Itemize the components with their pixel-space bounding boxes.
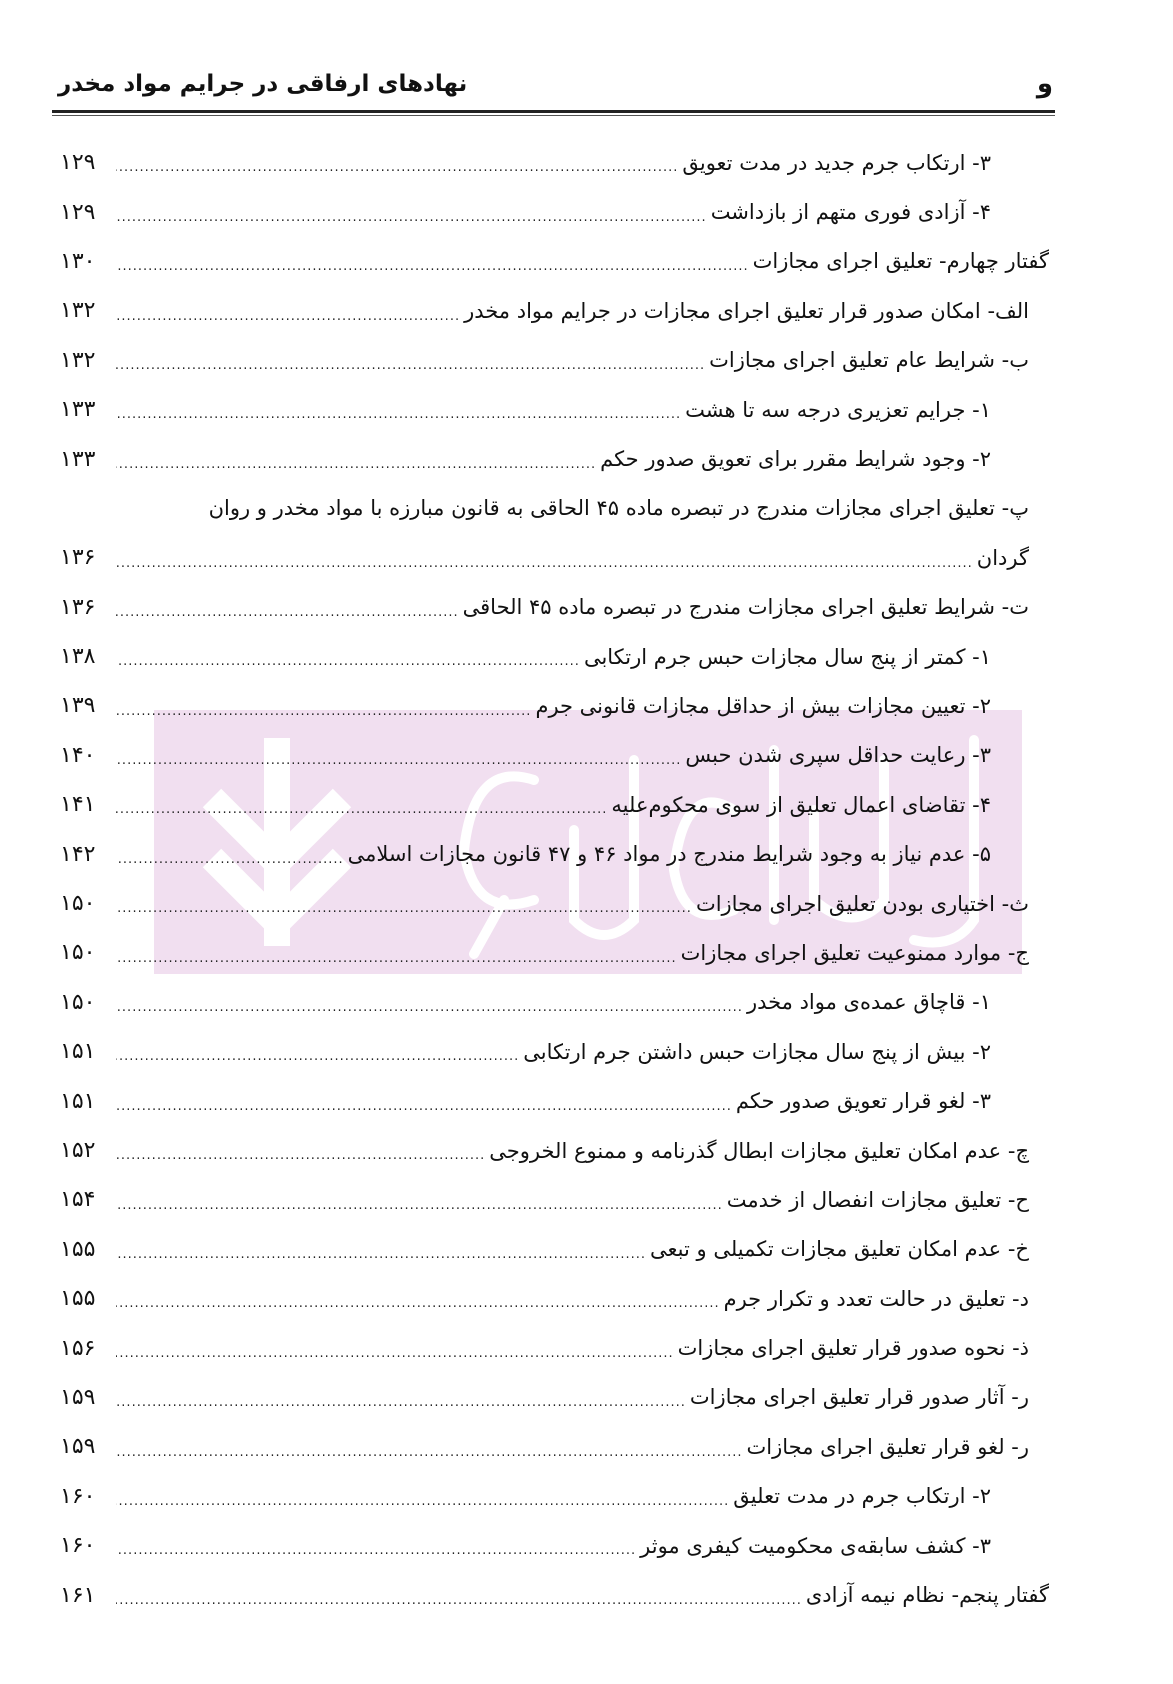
dot-leader: [116, 753, 681, 780]
toc-entry-page: ۱۶۰: [60, 1483, 96, 1509]
toc-entry-title: ۲- بیش از پنج سال مجازات حبس داشتن جرم ارتکابی: [523, 1039, 991, 1064]
dot-leader: [116, 309, 460, 336]
dot-leader: [116, 852, 344, 879]
dot-leader: [116, 951, 677, 978]
dot-leader: [116, 1593, 802, 1620]
toc-entry-page: ۱۵۶: [60, 1335, 96, 1361]
toc-entry[interactable]: [60, 1175, 1049, 1224]
toc-entry-title: ۳- کشف سابقه‌ی محکومیت کیفری موثر: [640, 1533, 991, 1558]
toc-entry-page: ۱۳۹: [60, 693, 96, 719]
toc-entry-title: ر- لغو قرار تعلیق اجرای مجازات: [746, 1434, 1029, 1459]
page-header: [58, 62, 1053, 106]
toc-entry[interactable]: [60, 632, 1049, 681]
toc-entry-title: گفتار پنجم- نظام نیمه آزادی: [805, 1583, 1049, 1608]
toc-entry[interactable]: [60, 928, 1049, 977]
toc-entry-page: ۱۶۱: [60, 1582, 96, 1608]
toc-entry[interactable]: [60, 1422, 1049, 1471]
toc-entry-page: ۱۵۹: [60, 1384, 96, 1410]
dot-leader: [116, 1198, 723, 1225]
dot-leader: [116, 654, 580, 681]
toc-entry-title: ۲- تعیین مجازات بیش از حداقل مجازات قانونی جرم: [535, 693, 991, 718]
toc-entry-title: ث- اختیاری بودن تعلیق اجرای مجازات: [695, 891, 1029, 916]
toc-entry-page: ۱۵۱: [60, 1088, 96, 1114]
page-number: و: [1036, 69, 1053, 99]
toc-entry[interactable]: [60, 681, 1049, 730]
toc-entry[interactable]: [60, 187, 1049, 236]
dot-leader: [116, 1395, 686, 1422]
toc-entry-page: ۱۳۲: [60, 347, 96, 373]
dot-leader: [116, 1543, 636, 1570]
toc-entry-title: ۲- وجود شرایط مقرر برای تعویق صدور حکم: [600, 447, 991, 472]
toc-entry-page: ۱۳۶: [60, 594, 96, 620]
toc-entry[interactable]: [60, 731, 1049, 780]
toc-entry-page: ۱۴۰: [60, 742, 96, 768]
header-divider: [52, 110, 1055, 113]
toc-entry-page: ۱۵۰: [60, 891, 96, 917]
toc-entry-page: ۱۵۵: [60, 1286, 96, 1312]
toc-entry[interactable]: [60, 385, 1049, 434]
toc-entry[interactable]: [60, 1027, 1049, 1076]
dot-leader: [116, 1296, 720, 1323]
toc-entry-page: ۱۳۳: [60, 397, 96, 423]
toc-entry-title: ت- شرایط تعلیق اجرای مجازات مندرج در تبصره ماده ۴۵ الحاقی: [462, 595, 1029, 620]
dot-leader: [116, 457, 596, 484]
toc-entry-title-line1: پ- تعلیق اجرای مجازات مندرج در تبصره ماده ۴۵ الحاقی به قانون مبارزه با مواد مخدر و روان: [208, 496, 1029, 521]
toc-entry[interactable]: [60, 1570, 1049, 1619]
toc-entry-title: ۳- لغو قرار تعویق صدور حکم: [735, 1089, 991, 1114]
dot-leader: [116, 210, 707, 237]
toc-entry-page: ۱۳۰: [60, 248, 96, 274]
dot-leader: [116, 1445, 743, 1472]
toc-entry[interactable]: [60, 1225, 1049, 1274]
table-of-contents: [60, 138, 1049, 1620]
dot-leader: [116, 704, 531, 731]
toc-entry-page: ۱۲۹: [60, 199, 96, 225]
toc-entry[interactable]: [60, 434, 1049, 483]
dot-leader: [116, 1049, 519, 1076]
toc-entry-page: ۱۴۲: [60, 841, 96, 867]
toc-entry-page: ۱۵۰: [60, 940, 96, 966]
dot-leader: [116, 160, 678, 187]
toc-entry-title: ۱- کمتر از پنج سال مجازات حبس جرم ارتکابی: [583, 644, 991, 669]
toc-entry-page: ۱۳۲: [60, 298, 96, 324]
dot-leader: [116, 1000, 743, 1027]
toc-entry[interactable]: [60, 533, 1049, 582]
dot-leader: [116, 358, 705, 385]
toc-entry-title: ح- تعلیق مجازات انفصال از خدمت: [726, 1187, 1029, 1212]
running-title: نهادهای ارفاقی در جرایم مواد مخدر: [58, 71, 468, 97]
toc-entry[interactable]: [60, 1323, 1049, 1372]
toc-entry-title: ۴- آزادی فوری متهم از بازداشت: [710, 200, 991, 225]
toc-entry-title: ۴- تقاضای اعمال تعلیق از سوی محکوم‌علیه: [611, 792, 991, 817]
toc-entry-page: ۱۵۲: [60, 1138, 96, 1163]
dot-leader: [116, 901, 692, 928]
toc-entry-title: گردان: [976, 545, 1029, 570]
toc-entry-title: ۱- جرایم تعزیری درجه سه تا هشت: [685, 397, 991, 422]
toc-entry[interactable]: [60, 1274, 1049, 1323]
toc-entry[interactable]: [60, 879, 1049, 928]
toc-entry[interactable]: [60, 336, 1049, 385]
toc-entry[interactable]: [60, 829, 1049, 878]
toc-entry[interactable]: [60, 1472, 1049, 1521]
toc-entry-title: خ- عدم امکان تعلیق مجازات تکمیلی و تبعی: [650, 1237, 1029, 1262]
toc-entry[interactable]: [60, 1521, 1049, 1570]
toc-entry[interactable]: [60, 780, 1049, 829]
toc-entry-title: چ- عدم امکان تعلیق مجازات ابطال گذرنامه و ممنوع الخروجی: [489, 1138, 1029, 1163]
toc-entry[interactable]: [60, 1126, 1049, 1175]
dot-leader: [116, 1247, 646, 1274]
toc-entry-title: ۵- عدم نیاز به وجود شرایط مندرج در مواد ۴۶ و ۴۷ قانون مجازات اسلامی: [347, 842, 991, 867]
dot-leader: [116, 556, 973, 583]
toc-entry-page: ۱۵۵: [60, 1236, 96, 1262]
toc-entry-title: ۱- قاچاق عمده‌ی مواد مخدر: [746, 990, 991, 1015]
dot-leader: [116, 407, 681, 434]
toc-entry[interactable]: [60, 138, 1049, 187]
toc-entry-page: ۱۵۹: [60, 1434, 96, 1460]
toc-entry-page: ۱۵۱: [60, 1039, 96, 1065]
toc-entry-page: ۱۳۳: [60, 446, 96, 472]
toc-entry-title: د- تعلیق در حالت تعدد و تکرار جرم: [723, 1286, 1029, 1311]
toc-entry-page: ۱۲۹: [60, 150, 96, 176]
toc-entry[interactable]: [60, 237, 1049, 286]
toc-entry-title: ج- موارد ممنوعیت تعلیق اجرای مجازات: [680, 940, 1029, 965]
toc-entry-title: ذ- نحوه صدور قرار تعلیق اجرای مجازات: [677, 1336, 1029, 1361]
toc-entry-page: ۱۳۸: [60, 644, 96, 670]
toc-entry-page: ۱۵۴: [60, 1187, 96, 1213]
dot-leader: [116, 802, 607, 829]
toc-entry[interactable]: [60, 978, 1049, 1027]
dot-leader: [116, 1346, 674, 1373]
toc-entry-page: ۱۴۱: [60, 792, 96, 818]
toc-entry[interactable]: [60, 1373, 1049, 1422]
toc-entry[interactable]: [60, 583, 1049, 632]
toc-entry[interactable]: [60, 1076, 1049, 1125]
toc-entry-title: ۳- ارتکاب جرم جدید در مدت تعویق: [682, 150, 991, 175]
dot-leader: [116, 259, 749, 286]
dot-leader: [116, 605, 459, 632]
toc-entry-page: ۱۵۰: [60, 989, 96, 1015]
toc-entry-title: ۲- ارتکاب جرم در مدت تعلیق: [733, 1484, 991, 1509]
dot-leader: [116, 1099, 732, 1126]
toc-entry-page: ۱۳۶: [60, 545, 96, 571]
toc-entry[interactable]: [60, 286, 1049, 335]
toc-entry-title: ر- آثار صدور قرار تعلیق اجرای مجازات: [689, 1385, 1029, 1410]
toc-entry-title: گفتار چهارم- تعلیق اجرای مجازات: [752, 249, 1049, 274]
toc-entry-page: ۱۶۰: [60, 1533, 96, 1559]
dot-leader: [116, 1148, 485, 1175]
toc-entry-title: الف- امکان صدور قرار تعلیق اجرای مجازات در جرایم مواد مخدر: [464, 298, 1029, 323]
header-divider-thin: [52, 115, 1055, 116]
dot-leader: [116, 1494, 729, 1521]
toc-entry-title: ۳- رعایت حداقل سپری شدن حبس: [685, 743, 991, 768]
toc-entry-title: ب- شرایط عام تعلیق اجرای مجازات: [709, 348, 1029, 373]
